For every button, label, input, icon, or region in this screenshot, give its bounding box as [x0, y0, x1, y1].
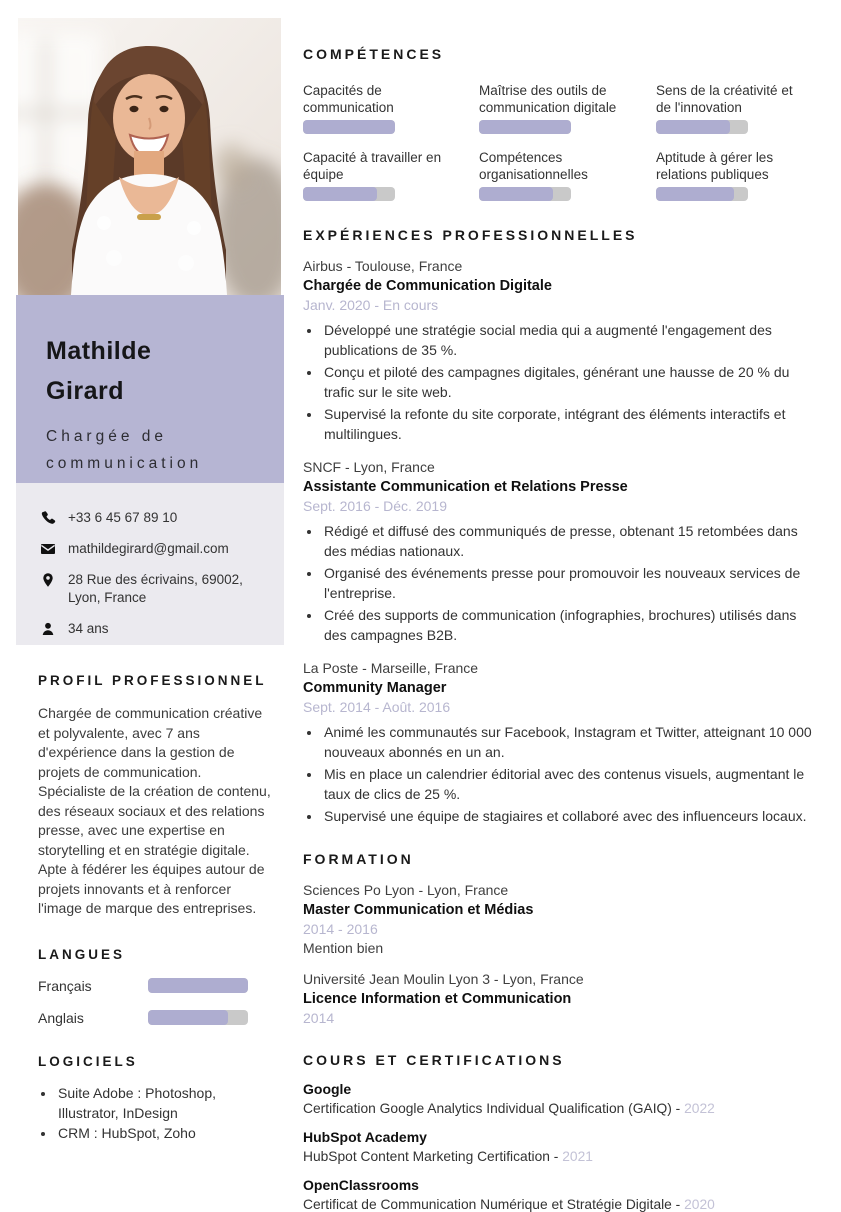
software-list — [56, 1083, 270, 1143]
certification-line — [303, 1197, 822, 1212]
company-line: Airbus - Toulouse, France — [303, 258, 463, 274]
education-note: Mention bien — [303, 939, 384, 956]
software-item: • CRM : HubSpot, Zoho — [56, 1123, 270, 1143]
contact-email — [40, 540, 274, 558]
skill-item — [656, 149, 822, 201]
job-bullets — [322, 321, 822, 444]
job-bullet: • Rédigé et diffusé des communiqués de presse, obtenant 15 retombées dans des médias nationaux. — [322, 522, 822, 561]
skill-item — [303, 82, 479, 134]
language-row — [38, 1010, 270, 1026]
job-entry — [303, 660, 822, 827]
skill-level-bar — [303, 120, 395, 134]
job-bullets — [322, 522, 822, 645]
certification-year: 2020 — [684, 1196, 715, 1212]
language-level-fill — [148, 978, 248, 993]
profile-text: Chargée de communication créative et polyvalente, avec 7 ans d'expérience dans la gestion de projets de communication. Spécialiste de la création de contenu, des réseaux sociaux et des relations presse, avec une expertise en storytelling et en stratégie digitale. Apte à fédérer les équipes autour de projets innovants et à renforcer l'image de marque des entreprises. — [38, 705, 271, 916]
certification-entry — [303, 1177, 822, 1212]
sidebar — [16, 18, 284, 1190]
profile-section — [16, 673, 284, 919]
job-entry — [303, 258, 822, 444]
job-title-line1: Chargée de — [46, 428, 168, 445]
certification-name: Certification Google Analytics Individual Qualification (GAIQ) - — [303, 1100, 681, 1116]
skill-level-fill — [303, 187, 377, 201]
skill-label: Capacité à travailler en équipe — [303, 150, 442, 182]
phone-number: +33 6 45 67 89 10 — [68, 510, 178, 525]
skill-level-fill — [656, 187, 734, 201]
company-line: SNCF - Lyon, France — [303, 459, 435, 475]
certification-name: HubSpot Content Marketing Certification - — [303, 1148, 559, 1164]
language-level-fill — [148, 1010, 228, 1025]
education-dates: 2014 - 2016 — [303, 920, 378, 937]
email-address: mathildegirard@gmail.com — [68, 541, 229, 556]
role-title: Assistante Communication et Relations Presse — [303, 479, 628, 495]
software-item: • Suite Adobe : Photoshop, Illustrator, InDesign — [56, 1083, 270, 1123]
language-label: Anglais — [38, 1009, 84, 1026]
skill-level-fill — [479, 120, 571, 134]
certification-name: Certificat de Communication Numérique et Stratégie Digitale - — [303, 1196, 681, 1212]
degree-title: Master Communication et Médias — [303, 901, 534, 918]
software-heading: LOGICIELS — [38, 1053, 138, 1069]
skill-level-bar — [656, 187, 748, 201]
main-column — [303, 18, 822, 1212]
phone-icon — [40, 510, 56, 526]
job-title — [46, 423, 254, 477]
language-level-bar — [148, 1010, 248, 1025]
software-section — [16, 1054, 284, 1143]
job-bullet: • Conçu et piloté des campagnes digitales, générant une hausse de 20 % du trafic sur le site web. — [322, 363, 822, 402]
job-dates: Sept. 2014 - Août. 2016 — [303, 699, 451, 715]
contact-age — [40, 620, 274, 638]
skill-item — [479, 82, 656, 134]
skills-grid — [303, 82, 822, 201]
language-label: Français — [38, 977, 92, 994]
role-title: Community Manager — [303, 680, 447, 696]
certification-entry — [303, 1081, 822, 1116]
education-entry — [303, 971, 822, 1026]
education-dates: 2014 — [303, 1009, 335, 1026]
certification-org: HubSpot Academy — [303, 1128, 427, 1145]
skills-section — [303, 46, 822, 201]
email-icon — [40, 541, 56, 557]
job-bullet: • Créé des supports de communication (infographies, brochures) utilisés dans des campagnes B2B. — [322, 606, 822, 645]
skill-label: Capacités de communication — [303, 83, 394, 115]
person-icon — [40, 621, 56, 637]
skill-label: Aptitude à gérer les relations publiques — [656, 150, 774, 182]
portrait-illustration — [18, 18, 281, 295]
certification-line — [303, 1101, 822, 1116]
skill-level-bar — [303, 187, 395, 201]
job-bullet: • Animé les communautés sur Facebook, Instagram et Twitter, atteignant 10 000 nouveaux abonnés en un an. — [322, 723, 822, 762]
skill-label: Maîtrise des outils de communication digitale — [479, 83, 617, 115]
job-bullet: • Mis en place un calendrier éditorial avec des contenus visuels, augmentant le taux de clics de 25 %. — [322, 765, 822, 804]
job-bullet: • Développé une stratégie social media qui a augmenté l'engagement des publications de 35 %. — [322, 321, 822, 360]
contact-panel — [16, 483, 284, 645]
certifications-section — [303, 1052, 822, 1212]
degree-title: Licence Information et Communication — [303, 990, 572, 1007]
certification-org: Google — [303, 1080, 352, 1097]
experience-heading: EXPÉRIENCES PROFESSIONNELLES — [303, 227, 638, 243]
profile-photo — [18, 18, 281, 295]
skill-level-bar — [656, 120, 748, 134]
skills-heading: COMPÉTENCES — [303, 46, 445, 62]
school-line: Université Jean Moulin Lyon 3 - Lyon, France — [303, 970, 584, 987]
job-dates: Sept. 2016 - Déc. 2019 — [303, 498, 447, 514]
skill-level-bar — [479, 120, 571, 134]
job-bullets — [322, 723, 822, 827]
education-section — [303, 851, 822, 1026]
address: 28 Rue des écrivains, 69002, Lyon, France — [68, 572, 243, 605]
certification-entry — [303, 1129, 822, 1164]
job-bullet: • Organisé des événements presse pour promouvoir les nouveaux services de l'entreprise. — [322, 564, 822, 603]
job-bullet: • Supervisé une équipe de stagiaires et collaboré avec des influenceurs locaux. — [322, 807, 822, 827]
skill-item — [479, 149, 656, 201]
education-heading: FORMATION — [303, 850, 414, 867]
skill-level-fill — [656, 120, 730, 134]
last-name: Girard — [46, 377, 125, 405]
contact-phone — [40, 509, 274, 527]
certification-org: OpenClassrooms — [303, 1176, 419, 1193]
school-line: Sciences Po Lyon - Lyon, France — [303, 881, 509, 898]
first-name: Mathilde — [46, 337, 152, 365]
company-line: La Poste - Marseille, France — [303, 660, 479, 676]
profile-heading: PROFIL PROFESSIONNEL — [38, 673, 267, 688]
job-entry — [303, 459, 822, 645]
skill-item — [303, 149, 479, 201]
location-icon — [40, 572, 56, 588]
certification-line — [303, 1149, 822, 1164]
role-title: Chargée de Communication Digitale — [303, 278, 552, 294]
skill-item — [656, 82, 822, 134]
certification-year: 2021 — [562, 1148, 593, 1164]
language-level-bar — [148, 978, 248, 993]
job-title-line2: communication — [46, 455, 203, 472]
skill-level-fill — [303, 120, 395, 134]
certifications-heading: COURS ET CERTIFICATIONS — [303, 1051, 565, 1068]
job-bullet: • Supervisé la refonte du site corporate, intégrant des éléments interactifs et multilingues. — [322, 405, 822, 444]
skill-level-fill — [479, 187, 553, 201]
skill-label: Compétences organisationnelles — [479, 150, 588, 182]
certification-year: 2022 — [684, 1100, 715, 1116]
languages-section — [16, 947, 284, 1026]
name-panel — [16, 295, 284, 483]
age: 34 ans — [68, 621, 109, 636]
education-entry — [303, 882, 822, 956]
skill-label: Sens de la créativité et de l'innovation — [656, 83, 793, 115]
skill-level-bar — [479, 187, 571, 201]
contact-address — [40, 571, 274, 607]
experience-section — [303, 227, 822, 827]
job-dates: Janv. 2020 - En cours — [303, 297, 439, 313]
languages-heading: LANGUES — [38, 946, 126, 962]
language-row — [38, 978, 270, 994]
